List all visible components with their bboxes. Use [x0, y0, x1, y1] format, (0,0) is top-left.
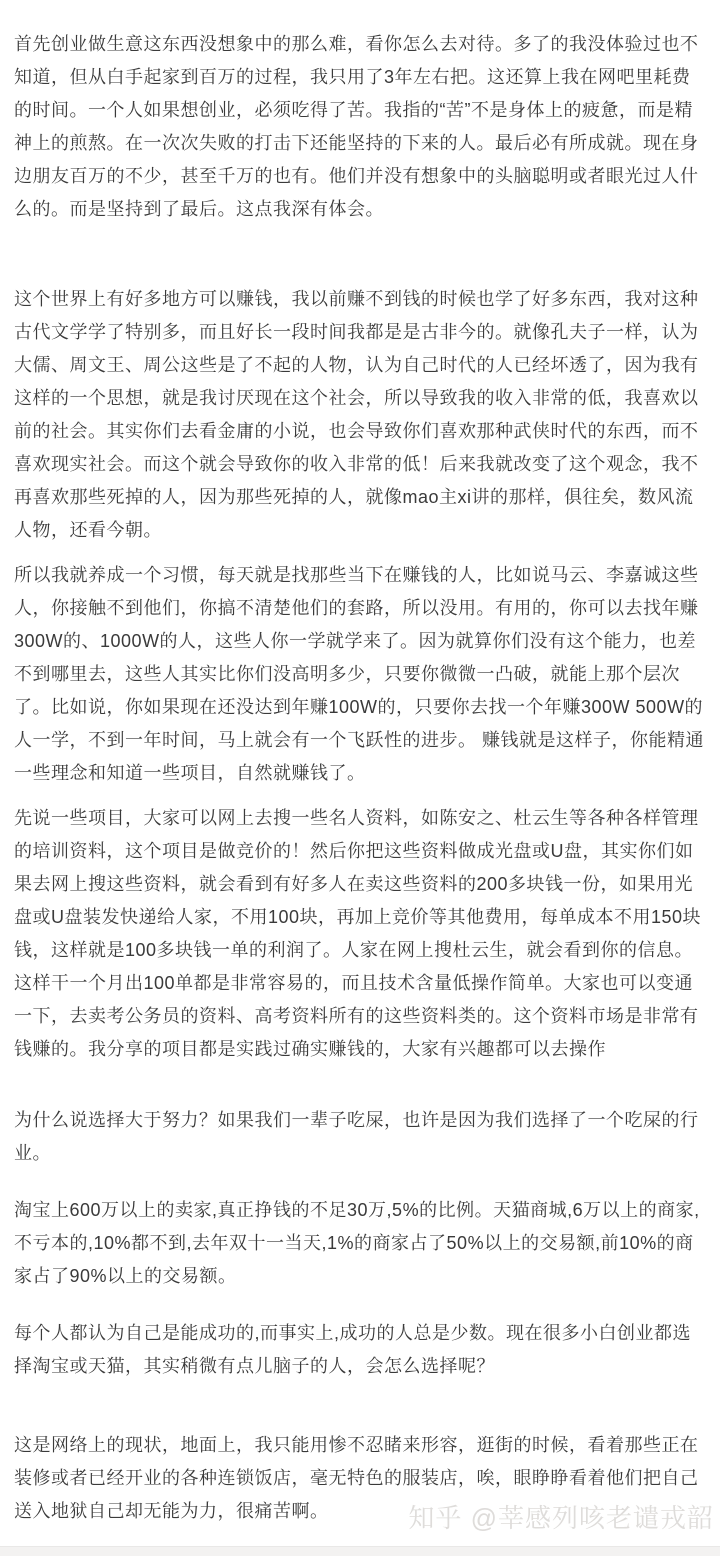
paragraph: 为什么说选择大于努力？如果我们一辈子吃屎，也许是因为我们选择了一个吃屎的行业。: [14, 1110, 699, 1163]
paragraph: 每个人都认为自己是能成功的,而事实上,成功的人总是少数。现在很多小白创业都选择淘宝或天猫，其实稍微有点儿脑子的人，会怎么选择呢？: [14, 1323, 691, 1376]
page-bottom-edge: [0, 1546, 720, 1556]
zhihu-watermark: 知乎 @莘感列咳老谴戎韶: [408, 1503, 714, 1533]
paragraph: 所以我就养成一个习惯，每天就是找那些当下在赚钱的人，比如说马云、李嘉诚这些人，你接触不到他们，你搞不清楚他们的套路，所以没用。有用的，你可以去找年赚300W的、1000W的人，这些人你一学就学来了。因为就算你们没有这个能力，也差不到哪里去，这些人其实比你们没高明多少，只要你微微一凸破，就能上那个层次了。比如说，你如果现在还没达到年赚100W的，只要你去找一个年赚300W 500W的人一学，不到一年时间，马上就会有一个飞跃性的进步。 赚钱就是这样子，你能精通一些理念和知道一些项目，自然就赚钱了。: [14, 565, 704, 783]
paragraph: 先说一些项目，大家可以网上去搜一些名人资料，如陈安之、杜云生等各种各样管理的培训资料，这个项目是做竞价的！然后你把这些资料做成光盘或U盘，其实你们如果去网上搜这些资料，就会看到有好多人在卖这些资料的200多块钱一份，如果用光盘或U盘装发快递给人家，不用100块，再加上竞价等其他费用，每单成本不用150块钱，这样就是100多块钱一单的利润了。人家在网上搜杜云生，就会看到你的信息。这样干一个月出100单都是非常容易的，而且技术含量低操作简单。大家也可以变通一下，去卖考公务员的资料、高考资料所有的这些资料类的。这个资料市场是非常有钱赚的。我分享的项目都是实践过确实赚钱的，大家有兴趣都可以去操作: [14, 808, 702, 1059]
paragraph: 这是网络上的现状，地面上，我只能用惨不忍睹来形容，逛街的时候，看着那些正在装修或者已经开业的各种连锁饭店，毫无特色的服装店，唉，眼睁睁看着他们把自己送入地狱自己却无能为力，很痛苦啊。: [14, 1435, 699, 1521]
paragraph: 这个世界上有好多地方可以赚钱，我以前赚不到钱的时候也学了好多东西，我对这种古代文学学了特别多，而且好长一段时间我都是是古非今的。就像孔夫子一样，认为大儒、周文王、周公这些是了不起的人物，认为自己时代的人已经坏透了，因为我有这样的一个思想，就是我讨厌现在这个社会，所以导致我的收入非常的低，我喜欢以前的社会。其实你们去看金庸的小说，也会导致你们喜欢那种武侠时代的东西，而不喜欢现实社会。而这个就会导致你的收入非常的低！后来我就改变了这个观念，我不再喜欢那些死掉的人，因为那些死掉的人，就像mao主xi讲的那样，俱往矣，数风流人物，还看今朝。: [14, 289, 699, 540]
paragraph: 首先创业做生意这东西没想象中的那么难，看你怎么去对待。多了的我没体验过也不知道，但从白手起家到百万的过程，我只用了3年左右把。这还算上我在网吧里耗费的时间。一个人如果想创业，必须吃得了苦。我指的“苦”不是身体上的疲惫，而是精神上的煎熬。在一次次失败的打击下还能坚持的下来的人。最后必有所成就。现在身边朋友百万的不少，甚至千万的也有。他们并没有想象中的头脑聪明或者眼光过人什么的。而是坚持到了最后。这点我深有体会。: [14, 34, 699, 219]
paragraph: 淘宝上600万以上的卖家,真正挣钱的不足30万,5%的比例。天猫商城,6万以上的商家,不亏本的,10%都不到,去年双十一当天,1%的商家占了50%以上的交易额,前10%的商家占了90%以上的交易额。: [14, 1200, 700, 1286]
